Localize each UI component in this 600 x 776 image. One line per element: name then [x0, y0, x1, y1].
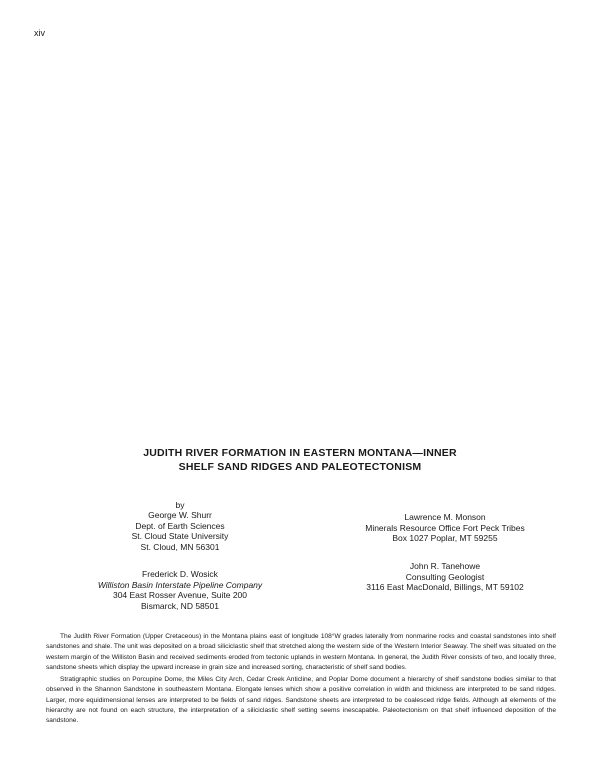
- author-block: [30, 569, 330, 612]
- author-block: [305, 512, 585, 544]
- abstract: [46, 632, 556, 727]
- author-name: Lawrence M. Monson: [404, 512, 486, 522]
- author-affiliation: Consulting Geologist: [405, 571, 485, 582]
- author-affiliation: Minerals Resource Office Fort Peck Tribes: [365, 522, 525, 533]
- author-address: Bismarck, ND 58501: [141, 601, 219, 612]
- author-affiliation: Dept. of Earth Sciences: [135, 520, 225, 531]
- author-address: St. Cloud, MN 56301: [140, 542, 220, 553]
- paper-title: [80, 446, 520, 474]
- title-line: JUDITH RIVER FORMATION IN EASTERN MONTANA—INNER: [143, 447, 457, 459]
- author-name: John R. Tanehowe: [409, 561, 481, 571]
- author-name: Frederick D. Wosick: [142, 569, 218, 579]
- author-name: George W. Shurr: [148, 510, 212, 520]
- by-label: by: [175, 500, 185, 510]
- page-number: xiv: [34, 28, 45, 38]
- abstract-paragraph: Stratigraphic studies on Porcupine Dome, the Miles City Arch, Cedar Creek Anticline, and Poplar Dome document a hierarchy of shelf sandstone bodies similar to that observed in the Shannon Sandstone in southeastern Montana. Elongate lenses which show a positive correlation in width and thickness are interpreted to be sand ridges. Larger, more equidimensional lenses are interpreted to be fields of sand ridges. Sandstone sheets are interpreted to be coalesced ridge fields. Although all elements of the hierarchy are not found on each structure, the interpretation of a siliciclastic shelf setting seems inescapable. Paleotectonism on that shelf influenced deposition of the sandstone.: [46, 676, 556, 725]
- title-line: SHELF SAND RIDGES AND PALEOTECTONISM: [178, 461, 422, 473]
- abstract-paragraph: The Judith River Formation (Upper Cretaceous) in the Montana plains east of longitude 108°W grades laterally from nonmarine rocks and coastal sandstones into shelf sandstones and shale. The unit was deposited on a broad siliciclastic shelf that stretched along the western side of the Western Interior Seaway. The shelf was situated on the western margin of the Williston Basin and received sediments eroded from tectonic uplands in western Montana. In general, the Judith River consists of two, and locally three, sandstone sheets which display the upward increase in grain size and increased sorting, characteristic of shelf sand bodies.: [46, 633, 556, 671]
- author-institution: St. Cloud State University: [131, 531, 229, 542]
- author-affiliation: Williston Basin Interstate Pipeline Company: [97, 579, 263, 590]
- author-block: [30, 510, 330, 553]
- author-address: 3116 East MacDonald, Billings, MT 59102: [366, 582, 524, 593]
- author-address: 304 East Rosser Avenue, Suite 200: [112, 590, 248, 601]
- author-address: Box 1027 Poplar, MT 59255: [392, 533, 498, 544]
- author-block: [305, 561, 585, 593]
